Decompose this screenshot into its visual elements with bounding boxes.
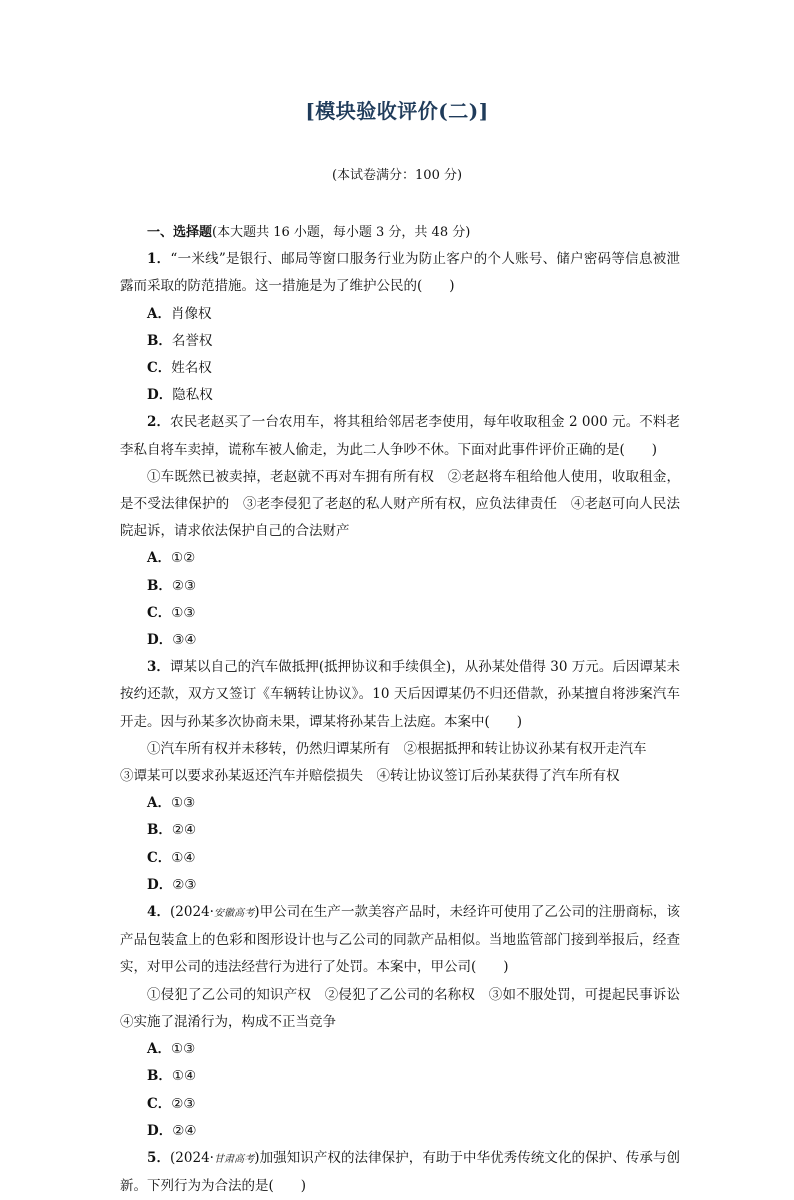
question-options: ①汽车所有权并未移转，仍然归谭某所有 ②根据抵押和转让协议孙某有权开走汽车 [147,740,647,757]
question-text: )加强知识产权的法律保护，有助于中华优秀传统文化的保护、传承与创新。下列行为为合法的是( ) [120,1149,680,1195]
choice-d [147,382,417,409]
choice-letter: B． [147,577,172,594]
choice-list [147,790,680,899]
choice-letter: C． [147,1095,172,1112]
question [120,246,680,409]
question-number: 2． [147,414,171,431]
choice-letter: A． [147,550,171,567]
question-source: 安徽高考 [213,908,255,920]
question-text: 谭某以自己的汽车做抵押(抵押协议和手续俱全)，从孙某处借得 30 万元。后因谭某未按约还款，双方又签订《车辆转让协议》。10 天后因谭某仍不归还借款，孙某擅自将涉案汽车开走。因与孙某多次协商未果，谭某将孙某告上法庭。本案中( ) [120,659,680,730]
choice-text: ①③ [171,604,196,621]
choice-text: ②③ [171,1095,196,1112]
choice-text: ②③ [171,577,197,594]
question-number: 5． [147,1149,171,1166]
choice-text: ③④ [172,632,197,649]
choice-text: 隐私权 [172,387,213,404]
choice-b [147,817,417,844]
choice-a [147,545,417,572]
question-number: 3． [147,659,170,676]
choice-a [147,301,417,328]
choice-list [147,545,680,654]
choice-c [147,600,417,627]
choice-text: ①④ [171,1068,197,1085]
question-text: )甲公司在生产一款美容产品时，未经许可使用了乙公司的注册商标，该产品包装盒上的色彩和图形设计也与乙公司的同款产品相似。当地监管部门接到举报后，经查实，对甲公司的违法经营行为进行了处罚。本案中，甲公司( ) [120,904,680,976]
section-title: 一、选择题 [147,225,213,240]
choice-a [147,790,417,817]
choice-letter: D． [147,387,173,404]
choice-text: ①③ [170,1041,196,1058]
choice-text: 名誉权 [171,332,213,349]
choice-text: ①④ [171,849,196,866]
choice-c [147,1091,417,1118]
choice-b [147,1063,417,1090]
choice-d [147,872,417,899]
choice-letter: B． [147,822,172,839]
question-options: ①车既然已被卖掉，老赵就不再对车拥有所有权 ②老赵将车租给他人使用，收取租金，是不受法律保护的 ③老李侵犯了老赵的私人财产所有权，应负法律责任 ④老赵可向人民法院起诉，请求依法保护自己的合法财产 [120,468,680,540]
choice-text: 肖像权 [170,305,212,322]
question-number: 4． [147,904,171,921]
choice-text: 姓名权 [171,360,212,377]
question [120,409,680,654]
choice-letter: C． [147,604,172,621]
question-stem [120,246,680,300]
choice-letter: A． [147,795,171,812]
exam-content [120,219,694,1200]
choice-text: ①③ [170,795,196,812]
question [120,1145,680,1200]
choice-c [147,355,417,382]
question-text: “一米线”是银行、邮局等窗口服务行业为防止客户的个人账号、储户密码等信息被泄露而采取的防范措施。这一措施是为了维护公民的( ) [120,251,680,295]
question-stem [120,1145,680,1200]
question-options: ①侵犯了乙公司的知识产权 ②侵犯了乙公司的名称权 ③如不服处罚，可提起民事诉讼 ④实施了混淆行为，构成不正当竞争 [120,986,694,1030]
choice-letter: D． [147,876,173,893]
question-year: (2024· [170,1149,214,1166]
question-source: 甘肃高考 [213,1153,255,1165]
question-year: (2024· [170,904,214,921]
choice-text: ②④ [172,1122,197,1139]
question-options: ③谭某可以要求孙某返还汽车并赔偿损失 ④转让协议签订后孙某获得了汽车所有权 [120,768,620,785]
choice-text: ②③ [172,876,197,893]
choice-list [147,1036,680,1145]
question-stem [120,409,680,463]
question [120,654,680,899]
choice-d [147,627,417,654]
section-heading [120,219,680,246]
question-text: 农民老赵买了一台农用车，将其租给邻居老李使用，每年收取租金 2 000 元。不料老李私自将车卖掉，谎称车被人偷走，为此二人争吵不休。下面对此事件评价正确的是( ) [120,414,680,458]
choice-letter: D． [147,632,173,649]
choice-letter: A． [147,305,171,322]
question [120,899,694,1145]
choice-text: ②④ [171,822,197,839]
choice-text: ①② [170,550,196,567]
score-note: (本试卷满分：100 分) [331,168,463,183]
page-title: [模块验收评价(二)] [305,99,489,123]
choice-letter: D． [147,1122,173,1139]
choice-letter: C． [147,849,172,866]
choice-d [147,1118,417,1145]
question-stem [120,899,680,982]
choice-list [147,301,680,410]
section-note: (本大题共 16 小题，每小题 3 分，共 48 分) [212,225,471,240]
choice-b [147,328,417,355]
choice-letter: C． [147,360,172,377]
choice-letter: B． [147,332,172,349]
choice-a [147,1036,417,1063]
question-number: 1． [147,251,171,268]
choice-letter: A． [147,1041,171,1058]
choice-letter: B． [147,1068,172,1085]
question-stem [120,654,680,736]
choice-b [147,573,417,600]
choice-c [147,845,417,872]
